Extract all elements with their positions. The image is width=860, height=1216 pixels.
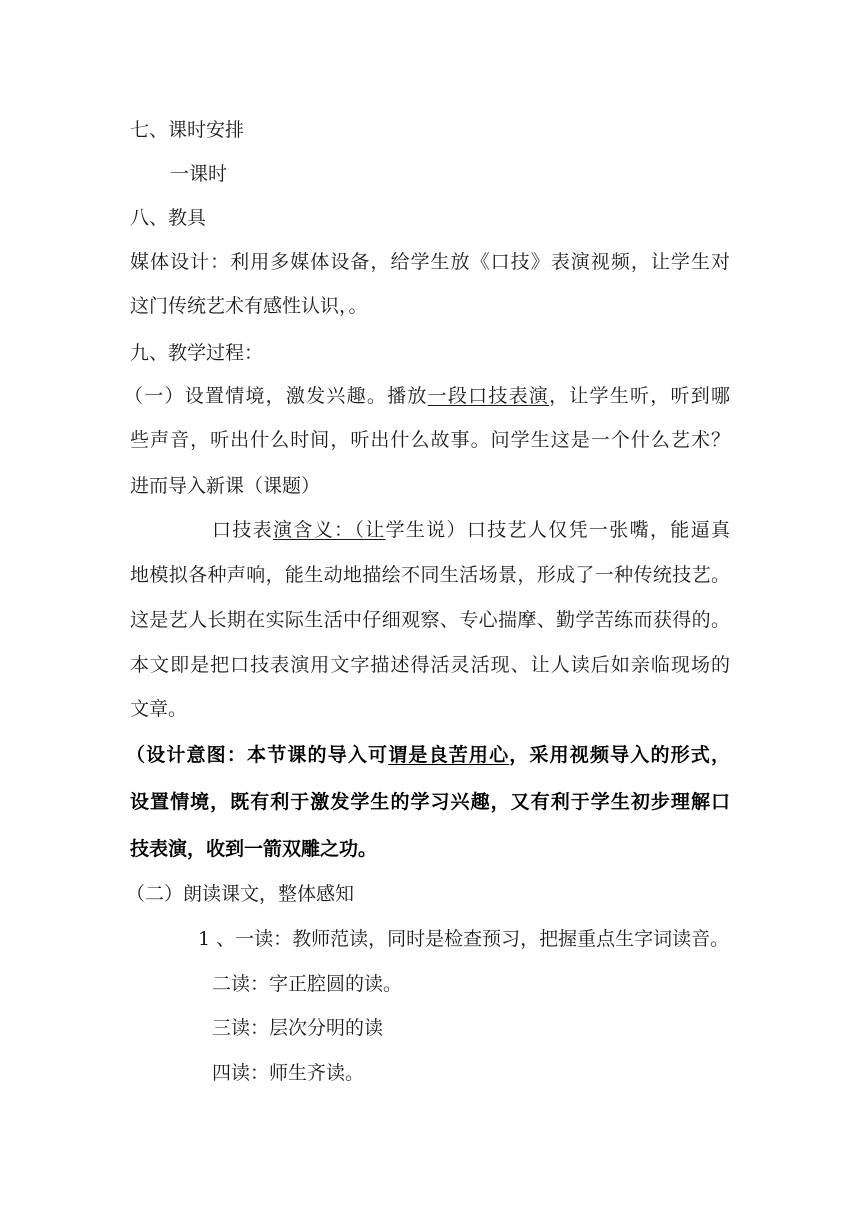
design-intent-line-3: 技表演，收到一箭双雕之功。 bbox=[130, 838, 378, 860]
reading-step-4: 四读：师生齐读。 bbox=[212, 1062, 365, 1084]
section-7-heading: 七、课时安排 bbox=[130, 119, 245, 141]
part-1-line-1-start: （一）设置情境，激发兴趣。播放 bbox=[124, 385, 428, 407]
reading-step-2: 二读：字正腔圆的读。 bbox=[212, 973, 403, 995]
definition-line-3: 这是艺人长期在实际生活中仔细观察、专心揣摩、勤学苦练而获得的。 bbox=[130, 609, 730, 631]
media-design-line-2: 这门传统艺术有感性认识，。 bbox=[130, 295, 368, 317]
design-intent-line-2: 设置情境，既有利于激发学生的学习兴趣，又有利于学生初步理解口 bbox=[130, 791, 730, 813]
definition-line-1 bbox=[212, 518, 730, 542]
part-1-line-1-end: ，让学生听，听到哪 bbox=[549, 385, 730, 407]
section-7-content: 一课时 bbox=[170, 163, 228, 185]
section-9-heading: 九、教学过程： bbox=[130, 342, 264, 364]
section-8-heading: 八、教具 bbox=[130, 207, 207, 229]
definition-line-1-end: 学生说）口技艺人仅凭一张嘴，能逼真 bbox=[385, 519, 730, 541]
part-1-line-3: 进而导入新课（课题） bbox=[130, 475, 321, 497]
definition-line-4: 本文即是把口技表演用文字描述得活灵活现、让人读后如亲临现场的 bbox=[130, 654, 730, 676]
underlined-phrase-thoughtful: 谓是良苦用心 bbox=[388, 744, 510, 766]
design-intent-line-1-end: ，采用视频导入的形式， bbox=[509, 744, 730, 766]
part-1-line-1 bbox=[124, 384, 730, 408]
media-design-line-1: 媒体设计：利用多媒体设备，给学生放《口技》表演视频，让学生对 bbox=[130, 251, 730, 273]
underlined-phrase-meaning: 演含义：（让 bbox=[273, 519, 386, 541]
definition-line-2: 地模拟各种声响，能生动地描绘不同生活场景，形成了一种传统技艺。 bbox=[130, 564, 730, 586]
part-2-heading: （二）朗读课文，整体感知 bbox=[126, 883, 355, 905]
definition-line-1-start: 口技表 bbox=[212, 519, 274, 541]
definition-line-5: 文章。 bbox=[130, 698, 188, 720]
design-intent-line-1 bbox=[126, 743, 730, 767]
underlined-phrase-kouji-performance: 一段口技表演 bbox=[427, 385, 550, 407]
design-intent-line-1-start: （设计意图：本节课的导入可 bbox=[126, 744, 389, 766]
reading-step-3: 三读：层次分明的读 bbox=[212, 1017, 384, 1039]
reading-step-1: 1 、一读：教师范读，同时是检查预习，把握重点生字词读音。 bbox=[198, 928, 730, 950]
part-1-line-2: 些声音，听出什么时间，听出什么故事。问学生这是一个什么艺术？ bbox=[130, 429, 730, 451]
